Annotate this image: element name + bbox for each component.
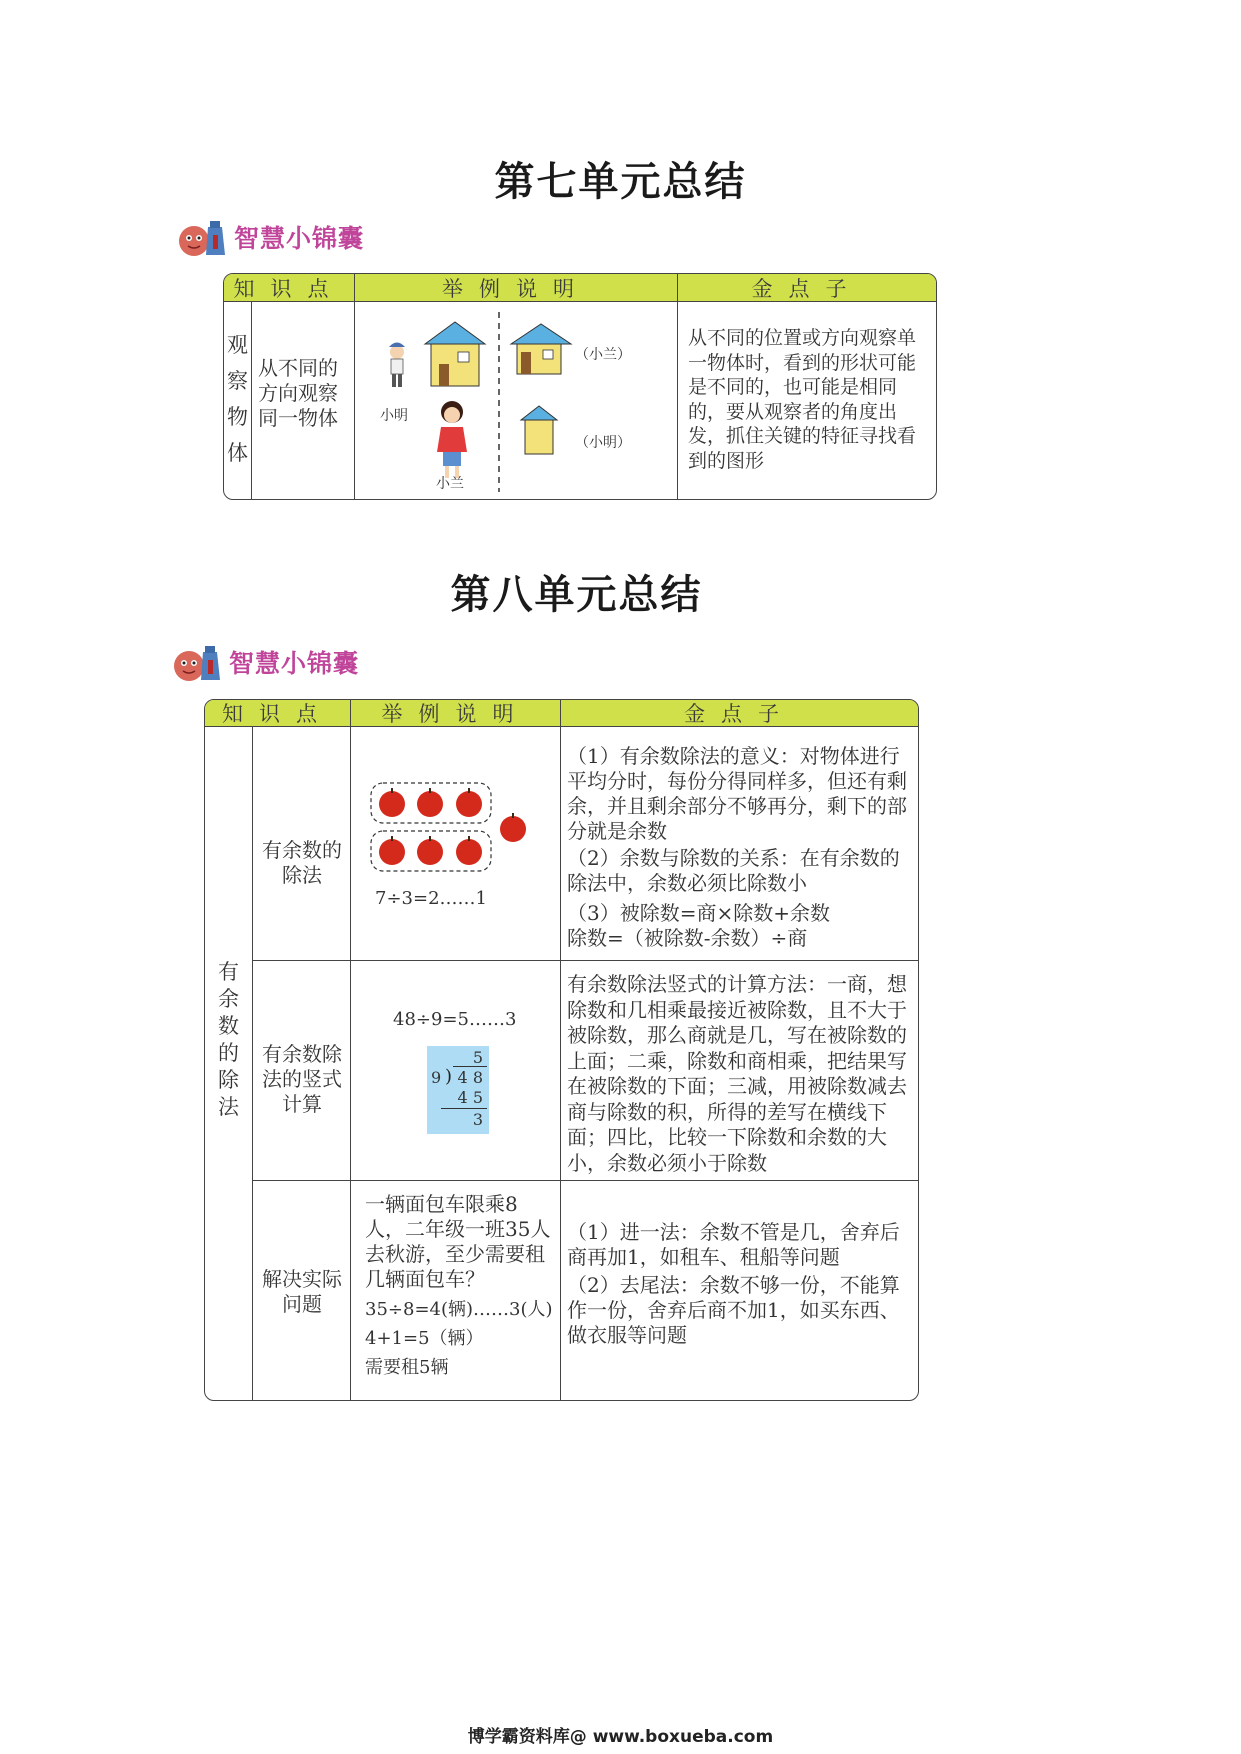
table-header	[205, 700, 918, 727]
division-line	[453, 1066, 487, 1067]
apple-icon	[456, 836, 482, 865]
row1-tip-1: （1）有余数除法的意义：对物体进行平均分时，每份分得同样多，但还有剩余，并且剩余部分不够再分，剩下的部分就是余数	[567, 744, 907, 843]
observation-illustration	[355, 302, 677, 499]
apple-icon	[500, 813, 526, 842]
unit8-topic	[205, 950, 252, 1130]
topic-char: 物	[227, 405, 248, 429]
division-divisor: 9	[431, 1068, 442, 1087]
topic-char: 除	[218, 1068, 239, 1092]
division-bracket: )	[445, 1066, 453, 1087]
unit8-table	[204, 699, 919, 1401]
apple-icon	[379, 788, 405, 817]
row3-equation-2: 4+1=5（辆）	[365, 1328, 484, 1349]
divider	[350, 700, 351, 1400]
apple-bag-mascot-icon	[173, 640, 223, 684]
topic-char: 体	[227, 441, 248, 465]
label-xiaoming: 小明	[380, 408, 408, 424]
apple-icon	[417, 788, 443, 817]
row2-subtopic: 有余数除法的竖式计算	[262, 1042, 342, 1116]
house-side-icon	[511, 324, 571, 374]
row2-tip: 有余数除法竖式的计算方法：一商，想除数和几相乘最接近被除数，且不大于被除数，那么商就是几，写在被除数的上面；二乘，除数和商相乘，把结果写在被除数的下面；三减，用被除数减去商与除数的积，所得的差写在横线下面；四比，比较一下除数和余数的大小，余数必须小于除数	[567, 972, 907, 1175]
footer-source: 博学霸资料库@ www.boxueba.com	[467, 1727, 774, 1747]
unit7-topic	[224, 314, 251, 484]
topic-char: 余	[218, 987, 239, 1011]
row3-equation-1: 35÷8=4(辆)……3(人)	[365, 1299, 553, 1320]
header-tip: 金点子	[684, 702, 795, 726]
row1-tip-3: （3）被除数=商×除数+余数	[567, 901, 830, 925]
label-paren-xiaoming: （小明）	[575, 435, 631, 451]
label-xiaolan: 小兰	[436, 476, 464, 492]
row2-equation: 48÷9=5……3	[393, 1009, 517, 1030]
label-paren-xiaolan: （小兰）	[575, 347, 631, 363]
unit8-title: 第八单元总结	[450, 572, 703, 618]
division-quotient: 5	[472, 1048, 483, 1067]
unit7-title: 第七单元总结	[494, 159, 747, 205]
apple-bag-mascot-icon	[178, 215, 228, 259]
unit8-badge	[173, 640, 359, 684]
topic-char: 察	[227, 369, 248, 393]
apples-illustration	[361, 775, 551, 885]
badge-label: 智慧小锦囊	[234, 224, 365, 253]
house-front-icon	[425, 322, 485, 386]
row1-equation: 7÷3=2……1	[375, 888, 487, 909]
division-product: 4 5	[457, 1088, 483, 1107]
topic-char: 有	[218, 960, 239, 984]
apple-icon	[417, 836, 443, 865]
divider	[252, 726, 253, 1400]
header-example: 举例说明	[442, 276, 590, 301]
divider	[252, 1180, 918, 1181]
long-division-box	[427, 1046, 489, 1134]
division-dividend: 4 8	[457, 1068, 483, 1087]
girl-figure-icon	[437, 401, 467, 478]
topic-char: 的	[218, 1041, 239, 1065]
row3-tip-1: （1）进一法：余数不管是几，舍弃后商再加1，如租车、租船等问题	[567, 1220, 900, 1269]
badge-label: 智慧小锦囊	[229, 649, 360, 678]
header-example: 举例说明	[381, 702, 530, 726]
apple-icon	[456, 788, 482, 817]
divider	[251, 301, 252, 499]
topic-char: 观	[227, 333, 248, 357]
row3-answer: 需要租5辆	[365, 1357, 449, 1378]
unit7-table	[223, 273, 937, 500]
divider	[560, 700, 561, 1400]
header-tip: 金点子	[751, 276, 863, 301]
unit7-badge	[178, 215, 364, 259]
row3-problem: 一辆面包车限乘8人，二年级一班35人去秋游，至少需要租几辆面包车？	[365, 1192, 551, 1291]
division-remainder: 3	[472, 1110, 483, 1129]
house-side-small-icon	[521, 406, 557, 454]
header-knowledge: 知识点	[233, 276, 345, 301]
table-header	[224, 274, 936, 302]
row1-subtopic: 有余数的除法	[262, 838, 342, 887]
unit7-tip: 从不同的位置或方向观察单一物体时，看到的形状可能是不同的，也可能是相同的，要从观察者的角度出发，抓住关键的特征寻找看到的图形	[688, 327, 917, 472]
division-line	[441, 1108, 487, 1109]
topic-char: 法	[218, 1095, 239, 1119]
boy-figure-icon	[389, 343, 405, 388]
topic-char: 数	[218, 1014, 239, 1038]
apple-icon	[379, 836, 405, 865]
row3-tip-2: （2）去尾法：余数不够一份，不能算作一份，舍弃后商不加1，如买东西、做衣服等问题	[567, 1273, 900, 1347]
divider	[252, 960, 918, 961]
row3-subtopic: 解决实际问题	[262, 1267, 342, 1316]
divider	[677, 274, 678, 499]
row1-tip-4: 除数=（被除数-余数）÷商	[567, 926, 808, 950]
row1-tip-2: （2）余数与除数的关系：在有余数的除法中，余数必须比除数小	[567, 846, 900, 895]
header-knowledge: 知识点	[222, 702, 333, 726]
unit7-subtopic: 从不同的方向观察同一物体	[258, 356, 338, 430]
